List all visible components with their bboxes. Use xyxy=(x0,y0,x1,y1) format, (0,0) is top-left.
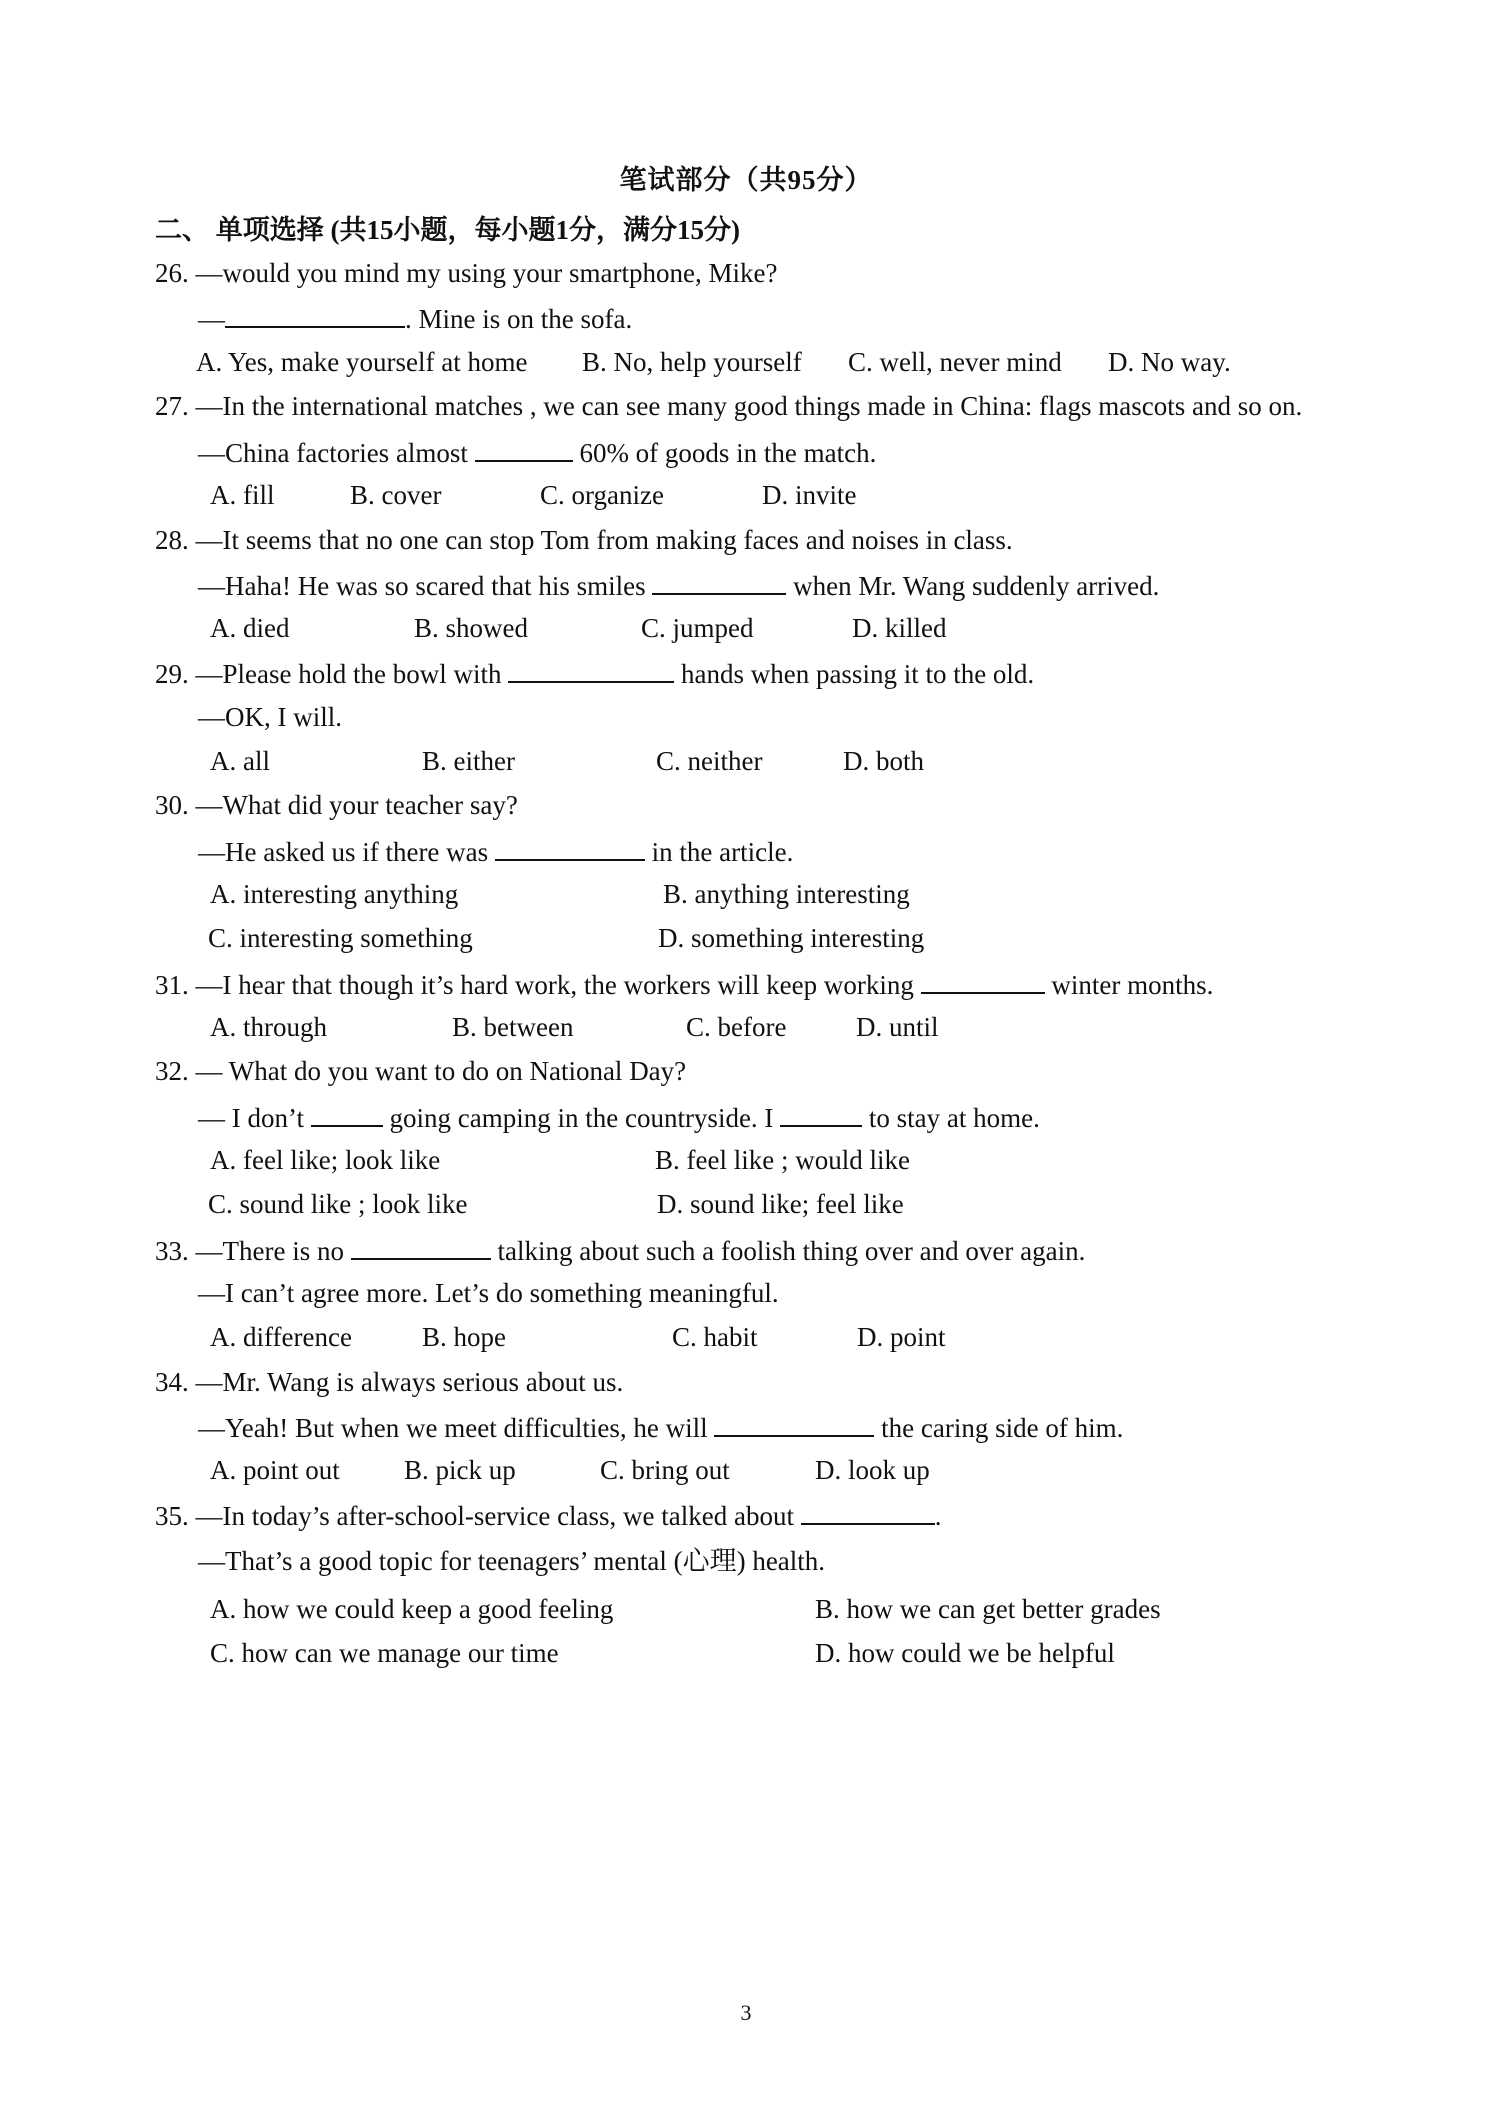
option-c: C. before xyxy=(686,1012,787,1042)
answer-blank xyxy=(351,1236,491,1260)
option-c: C. well, never mind xyxy=(848,347,1062,377)
option-d: D. until xyxy=(856,1012,939,1042)
option-c: C. jumped xyxy=(641,613,754,643)
option-b: B. either xyxy=(422,746,515,776)
option-a: A. died xyxy=(210,613,290,643)
option-b: B. feel like ; would like xyxy=(655,1145,910,1175)
answer-blank xyxy=(508,659,674,683)
section-heading: 二、 单项选择 (共15小题，每小题1分，满分15分) xyxy=(155,215,740,245)
answer-blank xyxy=(652,571,786,595)
answer-blank xyxy=(780,1103,862,1127)
option-c: C. how can we manage our time xyxy=(210,1638,559,1668)
answer-blank xyxy=(921,970,1045,994)
option-a: A. all xyxy=(210,746,270,776)
question-32: 32. — What do you want to do on National Day? xyxy=(155,1056,687,1086)
option-b: B. No, help yourself xyxy=(582,347,802,377)
question-28: 28. —It seems that no one can stop Tom from making faces and noises in class. xyxy=(155,525,1013,555)
option-b: B. hope xyxy=(422,1322,506,1352)
question-32-response: — I don’t going camping in the countryside. I to stay at home. xyxy=(198,1103,1040,1133)
question-30: 30. —What did your teacher say? xyxy=(155,790,518,820)
question-29: 29. —Please hold the bowl with hands when passing it to the old. xyxy=(155,659,1035,689)
option-b: B. between xyxy=(452,1012,574,1042)
option-c: C. sound like ; look like xyxy=(208,1189,468,1219)
question-33-response: —I can’t agree more. Let’s do something meaningful. xyxy=(198,1278,779,1308)
question-28-response: —Haha! He was so scared that his smiles when Mr. Wang suddenly arrived. xyxy=(198,571,1160,601)
page-title: 笔试部分（共95分） xyxy=(619,165,873,195)
option-c: C. interesting something xyxy=(208,923,473,953)
option-d: D. point xyxy=(857,1322,946,1352)
question-29-response: —OK, I will. xyxy=(198,702,342,732)
option-a: A. through xyxy=(210,1012,327,1042)
answer-blank xyxy=(225,304,405,328)
question-34-response: —Yeah! But when we meet difficulties, he will the caring side of him. xyxy=(198,1413,1124,1443)
page-number: 3 xyxy=(740,2000,752,2025)
option-a: A. interesting anything xyxy=(210,879,459,909)
option-d: D. something interesting xyxy=(658,923,925,953)
option-c: C. neither xyxy=(656,746,763,776)
option-d: D. look up xyxy=(815,1455,930,1485)
option-a: A. how we could keep a good feeling xyxy=(210,1594,614,1624)
question-26-response: — . Mine is on the sofa. xyxy=(198,304,633,334)
option-a: A. difference xyxy=(210,1322,352,1352)
option-b: B. showed xyxy=(414,613,528,643)
option-a: A. Yes, make yourself at home xyxy=(196,347,528,377)
question-35: 35. —In today’s after-school-service class, we talked about . xyxy=(155,1501,942,1531)
question-27: 27. —In the international matches , we can see many good things made in China: flags mascots and so on. xyxy=(155,391,1303,421)
option-d: D. both xyxy=(843,746,924,776)
question-35-response: —That’s a good topic for teenagers’ mental (心理) health. xyxy=(198,1546,826,1576)
option-b: B. how we can get better grades xyxy=(815,1594,1161,1624)
question-30-response: —He asked us if there was in the article. xyxy=(198,837,794,867)
question-34: 34. —Mr. Wang is always serious about us. xyxy=(155,1367,624,1397)
question-27-response: —China factories almost 60% of goods in the match. xyxy=(198,438,877,468)
question-33: 33. —There is no talking about such a foolish thing over and over again. xyxy=(155,1236,1086,1266)
answer-blank xyxy=(801,1501,935,1525)
option-d: D. invite xyxy=(762,480,857,510)
option-b: B. pick up xyxy=(404,1455,516,1485)
question-31: 31. —I hear that though it’s hard work, the workers will keep working winter months. xyxy=(155,970,1214,1000)
option-d: D. sound like; feel like xyxy=(657,1189,904,1219)
option-b: B. cover xyxy=(350,480,442,510)
answer-blank xyxy=(495,837,645,861)
option-a: A. feel like; look like xyxy=(210,1145,441,1175)
option-c: C. bring out xyxy=(600,1455,730,1485)
option-b: B. anything interesting xyxy=(663,879,910,909)
answer-blank xyxy=(475,438,573,462)
question-26: 26. —would you mind my using your smartphone, Mike? xyxy=(155,258,778,288)
option-a: A. fill xyxy=(210,480,275,510)
option-c: C. organize xyxy=(540,480,664,510)
option-d: D. how could we be helpful xyxy=(815,1638,1115,1668)
option-d: D. killed xyxy=(852,613,947,643)
option-d: D. No way. xyxy=(1108,347,1231,377)
answer-blank xyxy=(311,1103,383,1127)
option-c: C. habit xyxy=(672,1322,758,1352)
option-a: A. point out xyxy=(210,1455,340,1485)
answer-blank xyxy=(714,1413,874,1437)
